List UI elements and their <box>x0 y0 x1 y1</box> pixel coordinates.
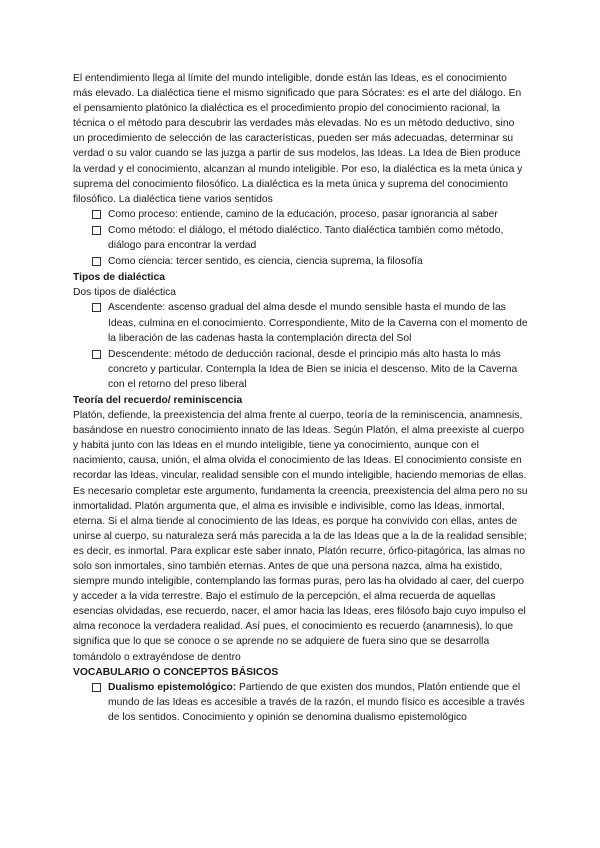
checklist-item <box>73 347 528 392</box>
checkbox-icon[interactable] <box>92 303 101 312</box>
checklist-item-text: Como ciencia: tercer sentido, es ciencia, ciencia suprema, la filosofía <box>108 256 423 268</box>
checklist-item <box>73 680 528 725</box>
senses-checklist <box>73 207 528 269</box>
checkbox-icon[interactable] <box>92 210 101 219</box>
checkbox-icon[interactable] <box>92 683 101 692</box>
vocab-term: Dualismo epistemológico: <box>108 681 237 693</box>
recuerdo-paragraph: Platón, defiende, la preexistencia del alma frente al cuerpo, teoría de la reminiscencia, anamnesis, basándose en nuestro conocimiento innato de las Ideas. Según Platón, el alma preexiste al cuerpo y habita junto con las Ideas en el mundo inteligible, tiene ya conocimiento, aunque con el nacimiento, causa, unión, el alma olvida el conocimiento de las Ideas. El conocimiento consiste en recordar las Ideas, vincular, realidad sensible con el mundo inteligible, haciendo memorias de ellas. Es necesario completar este argumento, fundamenta la creencia, preexistencia del alma pero no su inmortalidad. Platón argumenta que, el alma es invisible e indivisible, como las Ideas, inmortal, eterna. Si el alma tiende al conocimiento de las Ideas, es porque ha convivido con ellas, antes de unirse al cuerpo, su naturaleza será más parecida a la de las Ideas que a la de la realidad sensible; es decir, es inmortal. Para explicar este saber innato, Platón recurre, órfico-pitagórica, las almas no solo son inmortales, sino también eternas. Antes de que una persona nazca, alma ha existido, siempre mundo inteligible, contemplando las formas puras, pero las ha olvidado al caer, del cuerpo y acceder a la vida terrestre. Bajo el estímulo de la percepción, el alma recuerda de aquellas esencias olvidadas, ese recuerdo, nacer, el amor hacia las Ideas, eres filósofo bajo cuyo impulso el alma reconoce la verdadera realidad. Así pues, el conocimiento es recuerdo (anamnesis), lo que significa que lo que se conoce o se aprende no se adquiere de fuera sino que se desarrolla tomándolo o extrayéndose de dentro <box>73 410 528 663</box>
checklist-item <box>73 254 528 269</box>
vocab-checklist <box>73 680 528 725</box>
checklist-item <box>73 207 528 222</box>
intro-paragraph: El entendimiento llega al límite del mundo inteligible, donde están las Ideas, es el conocimiento más elevado. La dialéctica tiene el mismo significado que para Sócrates: es el arte del diálogo. En el pensamiento platónico la dialéctica es el procedimiento propio del conocimiento racional, la técnica o el método para descubrir las verdades más elevadas. No es un método deductivo, sino un procedimiento de selección de las características, pueden ser más adecuadas, determinar su verdad o su valor cuando se las juzga a partir de sus modelos, las Ideas. La Idea de Bien produce la verdad y el conocimiento, alcanzan al mundo inteligible. Por eso, la dialéctica es la meta única y suprema del conocimiento filosófico. La dialéctica es la meta única y suprema del conocimiento filosófico. La dialéctica tiene varios sentidos <box>73 73 523 205</box>
checkbox-icon[interactable] <box>92 257 101 266</box>
tipos-checklist <box>73 300 528 392</box>
recuerdo-heading: Teoría del recuerdo/ reminiscencia <box>73 394 243 406</box>
checklist-item <box>73 223 528 253</box>
checklist-item <box>73 300 528 345</box>
vocab-definition: Partiendo de que existen dos mundos, Platón entiende que el mundo de las Ideas es accesible a través de la razón, el mundo físico es accesible a través de los sentidos. Conocimiento y opinión se denomina dualismo epistemológico <box>108 681 525 723</box>
checkbox-icon[interactable] <box>92 350 101 359</box>
vocab-heading: VOCABULARIO O CONCEPTOS BÁSICOS <box>73 666 279 678</box>
tipos-lead: Dos tipos de dialéctica <box>73 287 177 299</box>
checkbox-icon[interactable] <box>92 226 101 235</box>
checklist-item-text: Como método: el diálogo, el método dialéctico. Tanto dialéctica también como método, diálogo para encontrar la verdad <box>108 224 504 252</box>
checklist-item-text: Descendente: método de deducción racional, desde el principio más alto hasta lo más concreto y particular. Contempla la Idea de Bien se inicia el descenso. Mito de la Caverna con el retorno del preso liberal <box>108 348 518 390</box>
checklist-item-text: Ascendente: ascenso gradual del alma desde el mundo sensible hasta el mundo de las Ideas, culmina en el conocimiento. Correspondiente, Mito de la Caverna con el momento de la liberación de las cadenas hasta la contemplación directa del Sol <box>108 302 528 344</box>
checklist-item-text: Como proceso: entiende, camino de la educación, proceso, pasar ignorancia al saber <box>108 208 498 220</box>
tipos-heading: Tipos de dialéctica <box>73 272 165 284</box>
